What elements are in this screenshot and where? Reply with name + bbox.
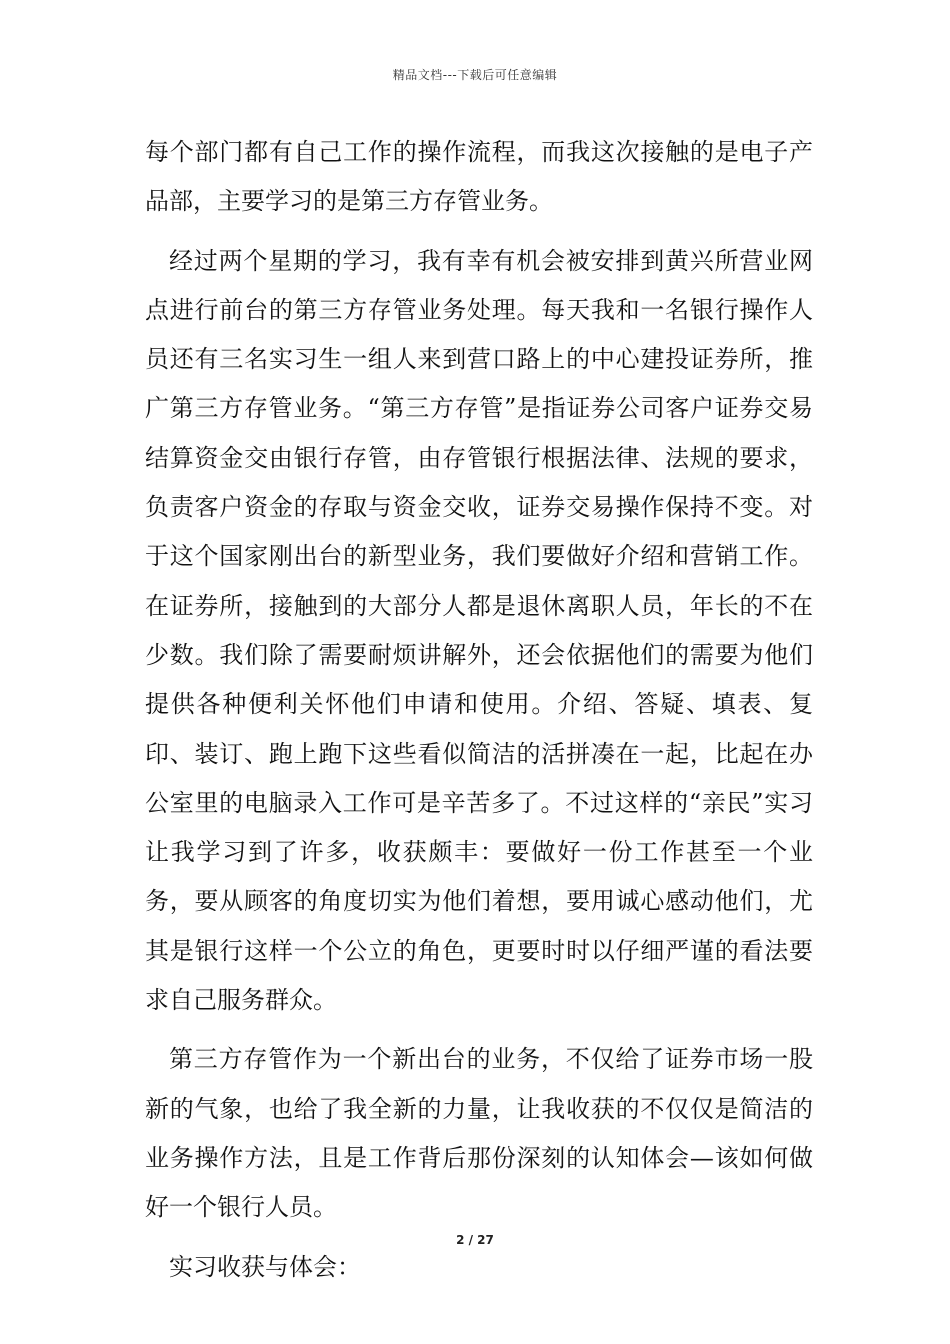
section-heading: 实习收获与体会： [169,1252,361,1281]
paragraph-gap [145,227,813,237]
paragraph-3: 第三方存管作为一个新出台的业务，不仅给了证券市场一股新的气象，也给了我全新的力量，让我收获的不仅仅是简洁的业务操作方法，且是工作背后那份深刻的认知体会—该如何做好一个银行人员。 [145,1045,813,1222]
page-header: 精品文档---下载后可任意编辑 [392,68,558,82]
paragraph-gap [145,1025,813,1035]
paragraph-1: 每个部门都有自己工作的操作流程，而我这次接触的是电子产品部，主要学习的是第三方存管业务。 [145,138,813,216]
page-number: 2 / 27 [456,1233,494,1247]
document-body [145,128,813,1292]
paragraph-2: 经过两个星期的学习，我有幸有机会被安排到黄兴所营业网点进行前台的第三方存管业务处理。每天我和一名银行操作人员还有三名实习生一组人来到营口路上的中心建投证券所，推广第三方存管业务。“第三方存管”是指证券公司客户证券交易结算资金交由银行存管，由存管银行根据法律、法规的要求，负责客户资金的存取与资金交收，证券交易操作保持不变。对于这个国家刚出台的新型业务，我们要做好介绍和营销工作。在证券所，接触到的大部分人都是退休离职人员，年长的不在少数。我们除了需要耐烦讲解外，还会依据他们的需要为他们提供各种便利关怀他们申请和使用。介绍、答疑、填表、复印、装订、跑上跑下这些看似简洁的活拼凑在一起，比起在办公室里的电脑录入工作可是辛苦多了。不过这样的“亲民”实习让我学习到了许多，收获颇丰：要做好一份工作甚至一个业务，要从顾客的角度切实为他们着想，要用诚心感动他们，尤其是银行这样一个公立的角色，更要时时以仔细严谨的看法要求自己服务群众。 [145,246,813,1015]
